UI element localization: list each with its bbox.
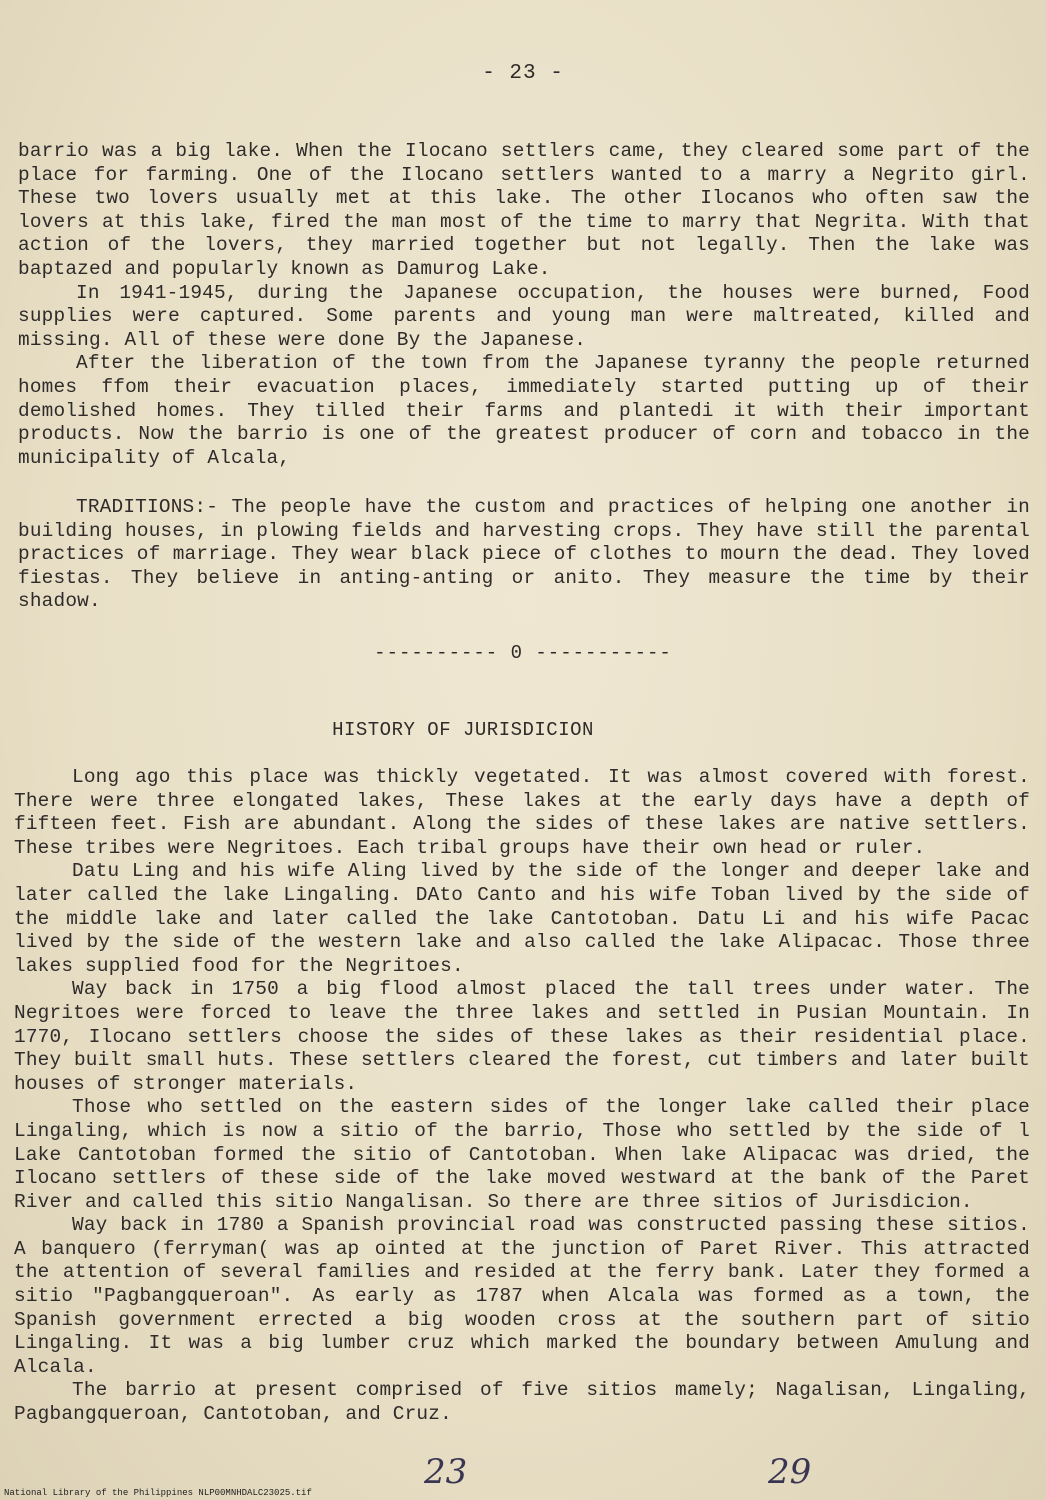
page-number: - 23 - bbox=[482, 62, 564, 85]
barrio-history-section bbox=[18, 140, 1030, 470]
paragraph-datus: Datu Ling and his wife Aling lived by the side of the longer and deeper lake and later called the lake Lingaling. DAto Canto and his wife Toban lived by the side of the middle lake and later called the lake Cantotoban. Datu Li and his wife Pacac lived by the side of the western lake and also called the lake Alipacac. Those three lakes supplied food for the Negritoes. bbox=[14, 860, 1030, 977]
paragraph-liberation: After the liberation of the town from the Japanese tyranny the people returned homes ffom their evacuation places, immediately started putting up of their demolished homes. They tilled their farms and plantedi it with their important products. Now the barrio is one of the greatest producer of corn and tobacco in the municipality of Alcala, bbox=[18, 352, 1030, 469]
paragraph-japanese-occupation: In 1941-1945, during the Japanese occupation, the houses were burned, Food supplies were captured. Some parents and young man were maltreated, killed and missing. All of these were done By the Japanese. bbox=[18, 281, 1030, 351]
paragraph-damurog-lake: barrio was a big lake. When the Ilocano settlers came, they cleared some part of the place for farming. One of the Ilocano settlers wanted to a marry a Negrito girl. These two lovers usually met at this lake. The other Ilocanos who often saw the lovers at this lake, fired the man most of the time to marry that Negrita. With that action of the lovers, they married together but not legally. Then the lake was baptazed and popularly known as Damurog Lake. bbox=[18, 140, 1030, 280]
section-divider: ---------- 0 ----------- bbox=[374, 642, 672, 664]
handwritten-folio-left: 23 bbox=[424, 1452, 468, 1492]
paragraph-spanish-road: Way back in 1780 a Spanish provincial road was constructed passing these sitios. A banquero (ferryman( was ap ointed at the junction of Paret River. This attracted the attention of several families and resided at the ferry bank. Later they formed a sitio "Pagbangqueroan". As early as 1787 when Alcala was formed as a town, the Spanish government errected a big wooden cross at the southern part of sitio Lingaling. It was a big lumber cruz which marked the boundary between Amulung and Alcala. bbox=[14, 1214, 1030, 1378]
archive-credit: National Library of the Philippines NLP00MNHDALC23025.tif bbox=[4, 1488, 312, 1498]
jurisdiction-section bbox=[14, 766, 1030, 1427]
traditions-section bbox=[18, 496, 1030, 614]
paragraph-present-sitios: The barrio at present comprised of five sitios mamely; Nagalisan, Lingaling, Pagbangqueroan, Cantotoban, and Cruz. bbox=[14, 1379, 1030, 1426]
handwritten-folio-right: 29 bbox=[768, 1452, 812, 1492]
paragraph-sitios: Those who settled on the eastern sides of the longer lake called their place Lingaling, which is now a sitio of the barrio, Those who settled by the side of l Lake Cantotoban formed the sitio of Cantotoban. When lake Alipacac was dried, the Ilocano settlers of these side of the lake moved westward at the bank of the Paret River and called this sitio Nangalisan. So there are three sitios of Jurisdicion. bbox=[14, 1096, 1030, 1213]
paragraph-flood: Way back in 1750 a big flood almost placed the tall trees under water. The Negritoes were forced to leave the three lakes and settled in Pusian Mountain. In 1770, Ilocano settlers choose the sides of these lakes as their residential place. They built small huts. These settlers cleared the forest, cut timbers and later built houses of stronger materials. bbox=[14, 978, 1030, 1095]
section-heading-jurisdiction: HISTORY OF JURISDICION bbox=[332, 719, 594, 741]
paragraph-lakes: Long ago this place was thickly vegetated. It was almost covered with forest. There were three elongated lakes, These lakes at the early days have a depth of fifteen feet. Fish are abundant. Along the sides of these lakes are native settlers. These tribes were Negritoes. Each tribal groups have their own head or ruler. bbox=[14, 766, 1030, 859]
paragraph-traditions: TRADITIONS:- The people have the custom and practices of helping one another in building houses, in plowing fields and harvesting crops. They have still the parental practices of marriage. They wear black piece of clothes to mourn the dead. They loved fiestas. They believe in anting-anting or anito. They measure the time by their shadow. bbox=[18, 496, 1030, 613]
